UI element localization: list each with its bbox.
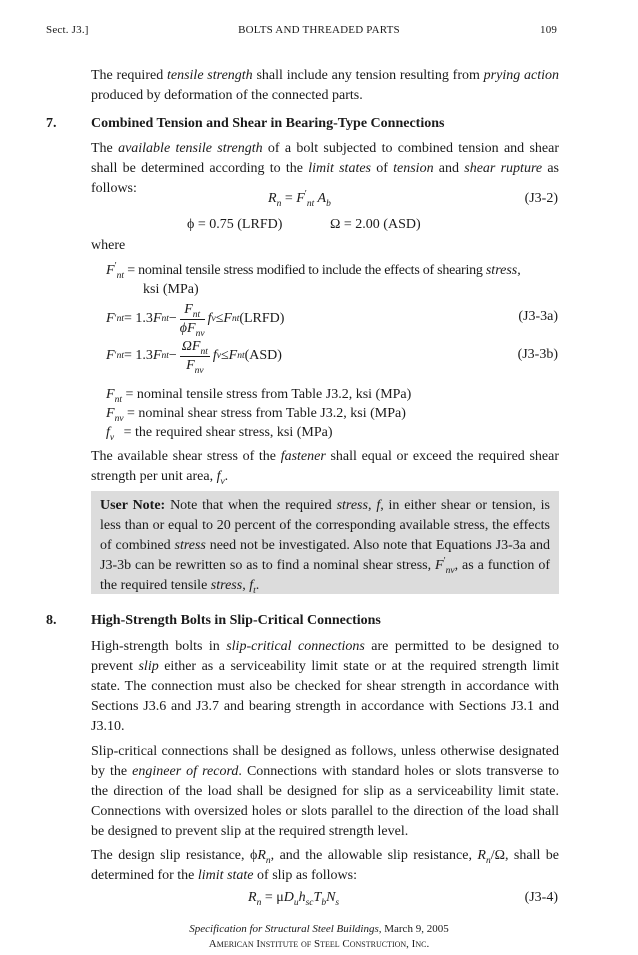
safety-factor-asd: Ω = 2.00 (ASD) (330, 217, 421, 232)
section-7-paragraph-2: The available shear stress of the fastener shall equal or exceed the required shear strength per unit area, $f_v$. (91, 449, 559, 487)
definition-fnt-prime: $F'_{nt}$ = nominal tensile stress modified to include the effects of shearing stress, (106, 261, 521, 281)
equation-j3-2: $R_n = F'_{nt}$ $A_b$ (268, 189, 331, 209)
equation-number-j3-4: (J3-4) (524, 890, 558, 905)
equation-j3-4: $R_n = \mu D_uh_{sc}T_bN_s$ (248, 890, 340, 908)
footer-line-1: Specification for Structural Steel Buildings, March 9, 2005 (189, 923, 449, 935)
where-label: where (91, 238, 126, 253)
equation-j3-3b: F ′ nt = 1.3 F nt − $\frac{\Omega F_{nt}}{F_{nv}}$ f v ≤ F nt (ASD) (106, 338, 282, 376)
user-note-box (91, 491, 559, 594)
fraction-fnt-over-phi-fnv: $\frac{F_{nt}}{\phi F_{nv}}$ (179, 301, 205, 339)
section-8-paragraph-2: Slip-critical connections shall be designed as follows, unless otherwise designated by the engineer of record. Connections with standard holes or slots transverse to the direction of the load shall be designed for slip as a serviceability limit state. Connections with oversized holes or slots parallel to the direction of the load shall be designed to prevent slip at the required strength level. (91, 744, 560, 839)
definition-fnv: $F_{nv}$ = nominal shear stress from Table J3.2, ksi (MPa) (106, 406, 406, 424)
definition-fnt: $F_{nt}$ = nominal tensile stress from Table J3.2, ksi (MPa) (106, 387, 412, 405)
definition-fnt-prime-units: ksi (MPa) (143, 282, 199, 297)
section-7-heading: Combined Tension and Shear in Bearing-Type Connections (91, 116, 445, 131)
definition-fv: $f_v$ = the required shear stress, ksi (MPa) (106, 425, 333, 443)
running-header-title: BOLTS AND THREADED PARTS (238, 24, 400, 36)
equation-number-j3-3a: (J3-3a) (518, 309, 558, 324)
equation-j3-3a: F ′ nt = 1.3 F nt − $\frac{F_{nt}}{\phi F_{nv}}$ f v ≤ F nt (LRFD) (106, 301, 285, 339)
section-8-paragraph-1: High-strength bolts in slip-critical connections are permitted to be designed to prevent slip either as a serviceability limit state or at the required strength limit state. The connection must also be checked for shear strength in accordance with Sections J3.6 and J3.7 and bearing strength in accordance with Sections J3.1 and J3.10. (91, 639, 560, 734)
section-7-number: 7. (46, 116, 57, 131)
user-note-text: User Note: Note that when the required stress, f, in either shear or tension, is less than or equal to 20 percent of the corresponding available stress, the effects of combined stress need not be investigated. Also note that Equations J3-3a and J3-3b can be rewritten so as to find a nominal shear stress, $F'_{nv}$, as a function of the required tensile stress, $f_t$. (100, 498, 550, 596)
equation-number-j3-3b: (J3-3b) (517, 347, 558, 362)
intro-paragraph: The required tensile strength shall include any tension resulting from prying action produced by deformation of the connected parts. (91, 68, 559, 103)
footer-publisher: American Institute of Steel Construction, Inc. (208, 938, 430, 950)
section-8-number: 8. (46, 613, 57, 628)
equation-number-j3-2: (J3-2) (524, 191, 558, 206)
fraction-omega-fnt-over-fnv: $\frac{\Omega F_{nt}}{F_{nv}}$ (181, 338, 208, 376)
running-header-section: Sect. J3.] (46, 24, 89, 36)
section-7-paragraph-1: The available tensile strength of a bolt subjected to combined tension and shear shall be determined according to the limit states of tension and shear rupture as follows: (91, 141, 559, 196)
page-number: 109 (540, 24, 558, 36)
section-8-paragraph-3: The design slip resistance, $\phi R_n$, and the allowable slip resistance, $R_n/\Omega$, shall be determined for the limit state of slip as follows: (91, 848, 559, 883)
resistance-factor-lrfd: ϕ = 0.75 (LRFD) (187, 217, 283, 232)
section-8-heading: High-Strength Bolts in Slip-Critical Connections (91, 613, 381, 628)
